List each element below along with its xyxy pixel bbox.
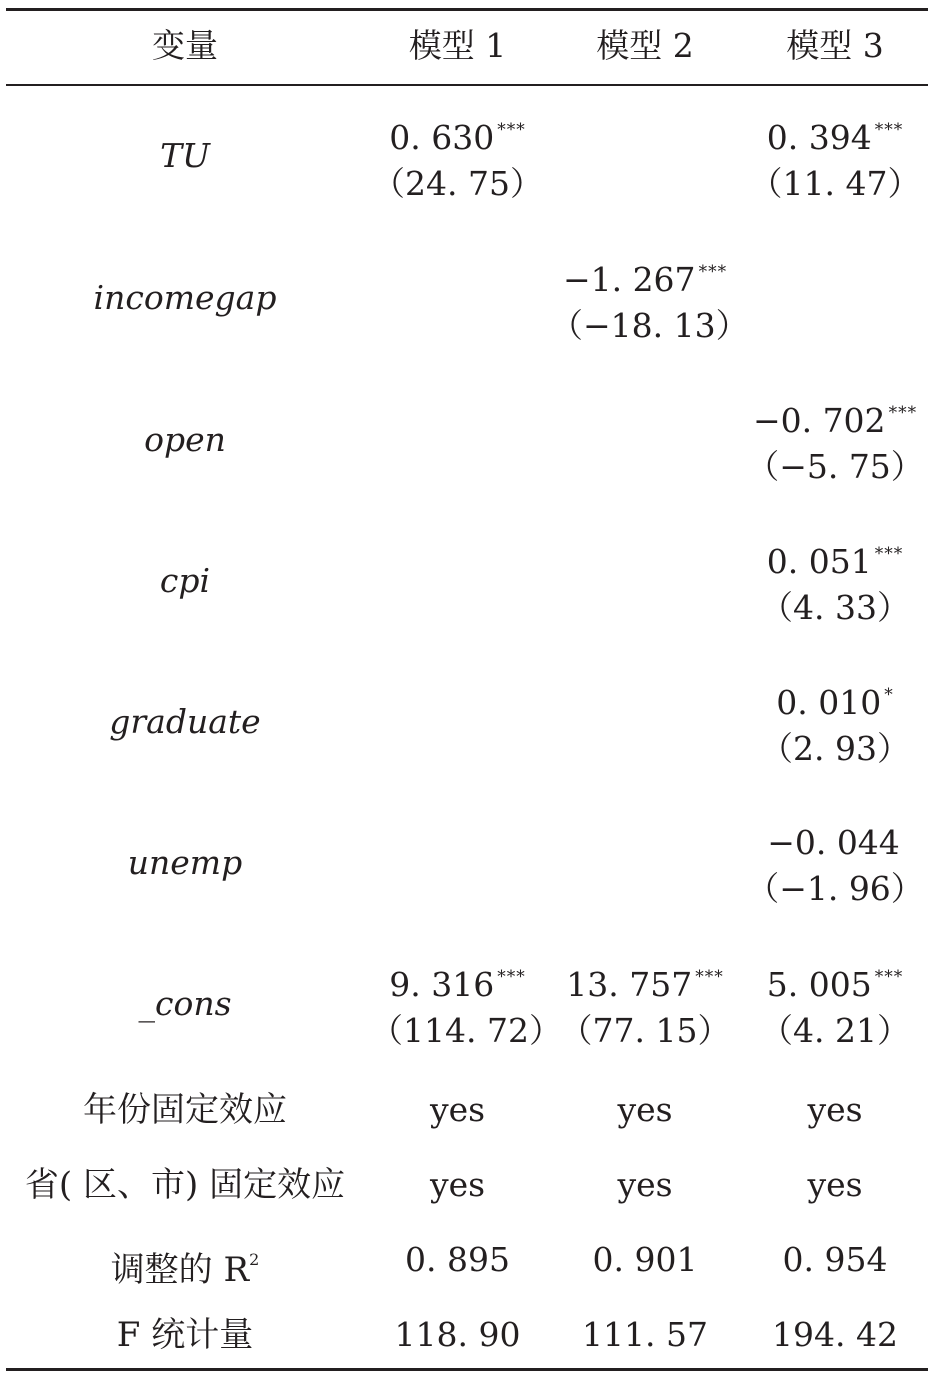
cons-model-2-tstat: （77. 15） bbox=[559, 1011, 731, 1050]
adj-r2-model-2: 0. 901 bbox=[592, 1240, 698, 1279]
row-label-cpi: cpi bbox=[159, 561, 211, 600]
table-header-rule bbox=[6, 84, 928, 86]
open-model-3-coef: −0. 702 *** bbox=[752, 401, 918, 440]
tu-model-3-tstat: （11. 47） bbox=[749, 164, 921, 203]
cons-model-1-tstat: （114. 72） bbox=[370, 1011, 562, 1050]
cons-model-2-coef: 13. 757 *** bbox=[566, 965, 724, 1004]
header-model-2: 模型 2 bbox=[596, 26, 694, 65]
unemp-model-3-coef: −0. 044 bbox=[767, 823, 900, 862]
graduate-model-3-tstat: （2. 93） bbox=[760, 729, 910, 768]
header-model-1: 模型 1 bbox=[408, 26, 507, 65]
f-stat-model-3: 194. 42 bbox=[772, 1315, 898, 1354]
f-stat-label: F 统计量 bbox=[116, 1315, 254, 1355]
unemp-model-3-tstat: （−1. 96） bbox=[746, 869, 924, 908]
tu-model-3-coef: 0. 394 *** bbox=[766, 118, 904, 157]
year-fe-model-2: yes bbox=[617, 1090, 673, 1129]
f-stat-model-2: 111. 57 bbox=[582, 1315, 708, 1354]
row-label-open: open bbox=[144, 420, 226, 459]
cpi-model-3-coef: 0. 051 *** bbox=[766, 542, 904, 581]
table-top-rule bbox=[6, 8, 928, 11]
cons-model-1-coef: 9. 316 *** bbox=[389, 965, 526, 1004]
header-model-3: 模型 3 bbox=[786, 26, 884, 65]
incomegap-model-2-coef: −1. 267 *** bbox=[562, 260, 728, 299]
row-label-unemp: unemp bbox=[127, 843, 243, 882]
adj-r2-model-1: 0. 895 bbox=[405, 1240, 510, 1279]
open-model-3-tstat: （−5. 75） bbox=[746, 447, 924, 486]
incomegap-model-2-tstat: （−18. 13） bbox=[550, 306, 749, 345]
cons-model-3-tstat: （4. 21） bbox=[760, 1011, 910, 1050]
row-label-tu: TU bbox=[160, 136, 210, 175]
province-fe-model-3: yes bbox=[807, 1165, 863, 1204]
row-label-cons: _cons bbox=[138, 984, 232, 1023]
year-fe-model-1: yes bbox=[429, 1090, 486, 1129]
tu-model-1-coef: 0. 630 *** bbox=[389, 118, 526, 157]
year-fe-model-3: yes bbox=[807, 1090, 863, 1129]
adj-r2-model-3: 0. 954 bbox=[782, 1240, 888, 1279]
adj-r2-label: 调整的 $R^2$ bbox=[110, 1250, 260, 1290]
cpi-model-3-tstat: （4. 33） bbox=[760, 588, 910, 627]
table-bottom-rule bbox=[6, 1368, 928, 1371]
tu-model-1-tstat: （24. 75） bbox=[372, 164, 543, 203]
province-fe-model-1: yes bbox=[429, 1165, 486, 1204]
cons-model-3-coef: 5. 005 *** bbox=[766, 965, 904, 1004]
province-fe-label: 省( 区、市) 固定效应 bbox=[24, 1165, 346, 1205]
province-fe-model-2: yes bbox=[617, 1165, 673, 1204]
graduate-model-3-coef: 0. 010 * bbox=[776, 683, 894, 722]
f-stat-model-1: 118. 90 bbox=[394, 1315, 521, 1354]
row-label-incomegap: incomegap bbox=[93, 278, 277, 317]
row-label-graduate: graduate bbox=[109, 702, 261, 741]
year-fe-label: 年份固定效应 bbox=[83, 1090, 287, 1130]
header-variable: 变量 bbox=[152, 26, 218, 65]
